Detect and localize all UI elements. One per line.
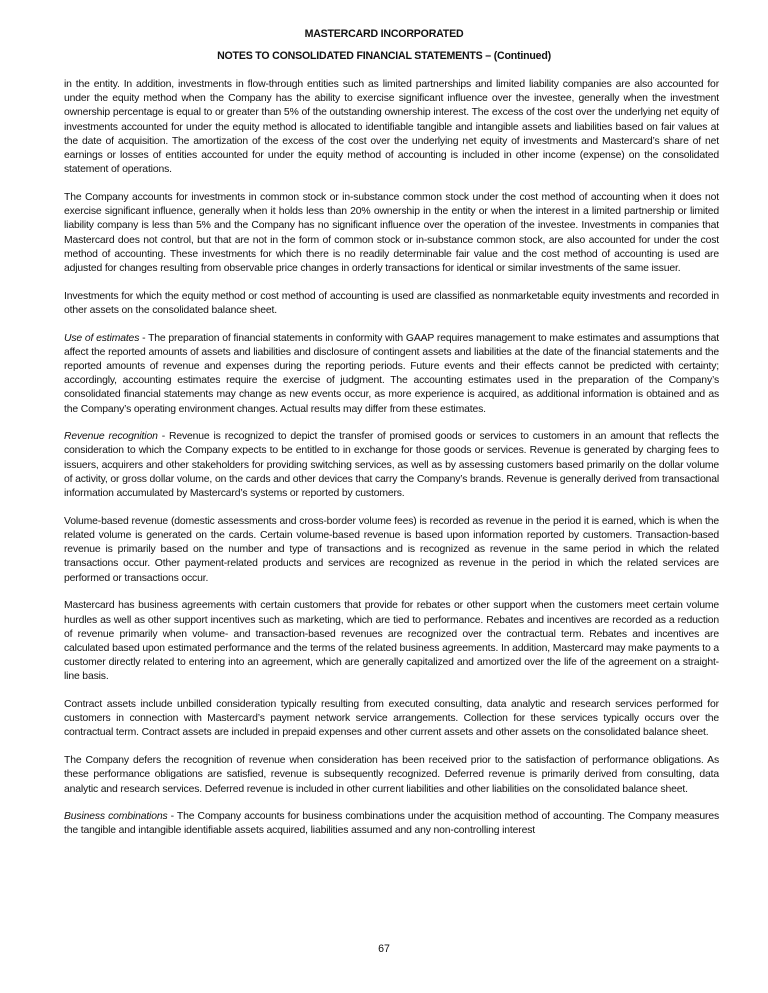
- paragraph-nonmarketable: Investments for which the equity method or cost method of accounting is used are classified as nonmarketable equity investments and recorded in other assets on the consolidated balance sheet.: [64, 290, 719, 316]
- section-subtitle: NOTES TO CONSOLIDATED FINANCIAL STATEMENTS – (Continued): [217, 50, 551, 62]
- lead-heading: Business combinations: [64, 811, 168, 823]
- paragraph-equity-method: in the entity. In addition, investments in flow-through entities such as limited partnerships and limited liability companies are also accounted for under the equity method when the Company has the ability to exercise significant influence over the investee, generally when the investment ownership percentage is equal to or greater than 5% of the outstanding ownership interest. The excess of the cost over the underlying net equity of investments accounted for under the equity method is allocated to identifiable tangible and intangible assets and liabilities based on fair values at the date of acquisition. The amortization of the excess of the cost over the underlying net equity of investments and Mastercard’s share of net earnings or losses of entities accounted for under the equity method of accounting is included in other income (expense) on the consolidated statement of operations.: [64, 79, 719, 176]
- paragraph-volume-revenue: Volume-based revenue (domestic assessments and cross-border volume fees) is recorded as revenue in the period it is earned, which is when the related volume is generated on the cards. Certain volume-based revenue is based upon information reported by customers. Transaction-based revenue is primarily based on the number and type of transactions and is recognized as revenue in the same period in which the related transactions occur. Other payment-related products and services are recognized as revenue in the period in which the related services are performed or transactions occur.: [64, 515, 719, 584]
- lead-heading: Use of estimates: [64, 332, 140, 344]
- company-title: MASTERCARD INCORPORATED: [304, 28, 464, 40]
- paragraph-revenue-recognition: Revenue recognition - Revenue is recognized to depict the transfer of promised goods or services to customers in an amount that reflects the consideration to which the Company expects to be entitled to in exchange for those goods or services. Revenue is generated by charging fees to issuers, acquirers and other stakeholders for providing switching services, as well as by assessing customers based primarily on the dollar volume of activity, or gross dollar volume, on the cards and other devices that carry the Company’s brands. Revenue is generally derived from transactional information accumulated by Mastercard’s systems or reported by customers.: [64, 431, 719, 500]
- page-number: 67: [378, 943, 390, 955]
- paragraph-use-of-estimates: Use of estimates - The preparation of financial statements in conformity with GAAP requires management to make estimates and assumptions that affect the reported amounts of assets and liabilities and disclosure of contingent assets and liabilities at the date of the financial statements and the reported amounts of revenue and expenses during the reporting periods. Future events and their effects cannot be predicted with certainty; accordingly, accounting estimates require the exercise of judgment. The accounting estimates used in the preparation of the Company’s consolidated financial statements may change as new events occur, as more experience is acquired, as additional information is obtained and as the Company’s operating environment changes. Actual results may differ from these estimates.: [64, 332, 719, 415]
- paragraph-deferred-revenue: The Company defers the recognition of revenue when consideration has been received prior to the satisfaction of performance obligations. As these performance obligations are satisfied, revenue is subsequently recognized. Deferred revenue is primarily derived from consulting, data analytic and research services. Deferred revenue is included in other current liabilities and other liabilities on the consolidated balance sheet.: [64, 755, 719, 795]
- paragraph-cost-method: The Company accounts for investments in common stock or in-substance common stock under the cost method of accounting when it does not exercise significant influence, generally when it holds less than 20% ownership in the entity or when the interest in a limited partnership or limited liability company is less than 5% and the Company has no significant influence over the operation of the investee. Investments in companies that Mastercard does not control, but that are not in the form of common stock or in-substance common stock, are also accounted for under the cost method of accounting. These investments for which there is no readily determinable fair value and the cost method of accounting is used are adjusted for changes resulting from observable price changes in orderly transactions for identical or similar investments of the same issuer.: [64, 191, 719, 274]
- paragraph-business-combinations: Business combinations - The Company accounts for business combinations under the acquisition method of accounting. The Company measures the tangible and intangible identifiable assets acquired, liabilities assumed and any non-controlling interest: [64, 811, 720, 837]
- paragraph-rebates: Mastercard has business agreements with certain customers that provide for rebates or other support when the customers meet certain volume hurdles as well as other support incentives such as marketing, which are tied to performance. Rebates and incentives are recorded as a reduction of revenue primarily when volume- and transaction-based revenues are recognized over the contractual term. Rebates and incentives are calculated based upon estimated performance and the terms of the related business agreements. In addition, Mastercard may make payments to a customer directly related to entering into an agreement, which are generally capitalized and amortized over the life of the agreement on a straight-line basis.: [64, 600, 719, 683]
- lead-heading: Revenue recognition: [64, 431, 158, 443]
- document-body: [64, 78, 719, 852]
- paragraph-contract-assets: Contract assets include unbilled consideration typically resulting from executed consulting, data analytic and research services performed for customers in connection with Mastercard’s payment network service arrangements. Collection for these services typically occurs over the contractual term. Contract assets are included in prepaid expenses and other current assets and other assets on the consolidated balance sheet.: [64, 699, 719, 739]
